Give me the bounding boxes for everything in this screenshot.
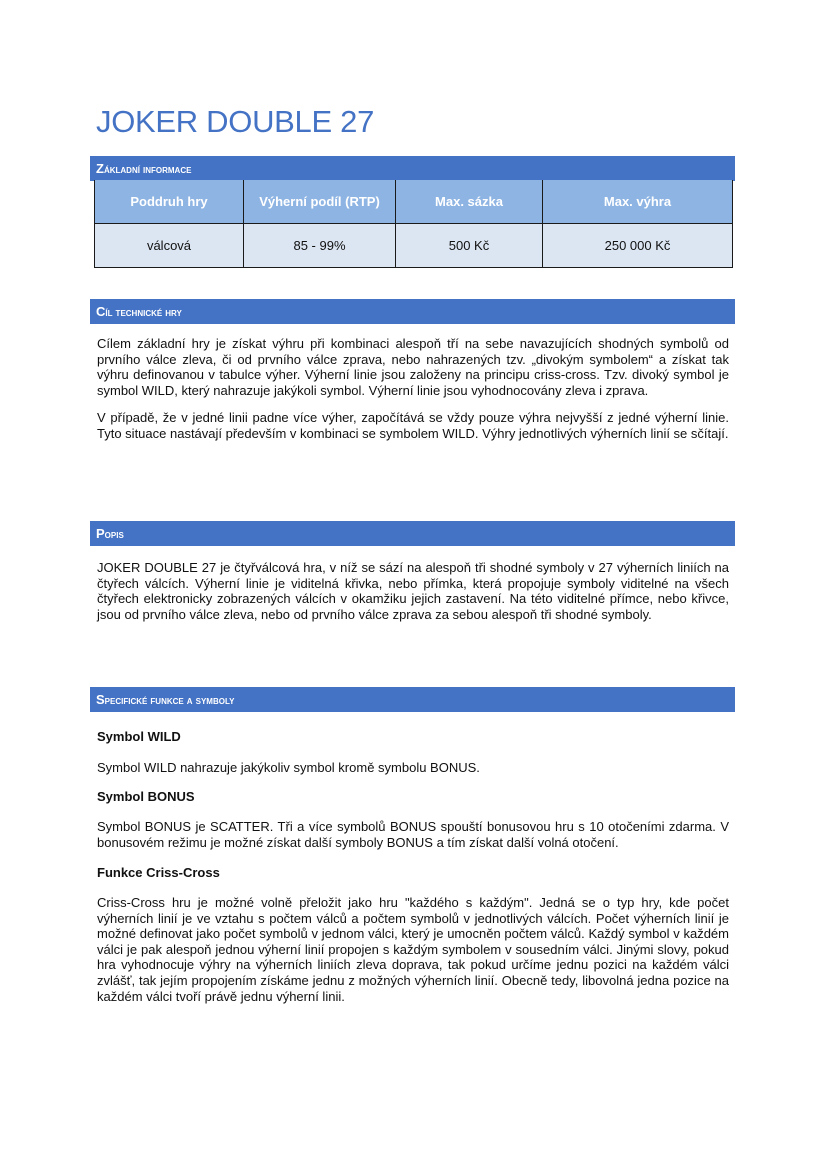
- heading-rest: ákladní informace: [103, 164, 192, 176]
- header-cell: Max. výhra: [543, 180, 733, 224]
- goal-text: [97, 336, 729, 454]
- section-header-basic-info: [90, 156, 735, 181]
- table-cell: 85 - 99%: [244, 224, 396, 268]
- description-text: [97, 560, 729, 634]
- feature-title-bonus: Symbol BONUS: [97, 789, 195, 804]
- heading-initial: C: [96, 304, 106, 319]
- table-header-row: [95, 180, 733, 224]
- section-header-features: [90, 687, 735, 712]
- feature-text-wild: [97, 760, 729, 788]
- feature-text-bonus: [97, 819, 729, 862]
- feature-title-criss-cross: Funkce Criss-Cross: [97, 865, 220, 880]
- header-cell: Max. sázka: [396, 180, 543, 224]
- paragraph: V případě, že v jedné linii padne více výher, započítává se vždy pouze výhra nejvyšší z jedné výherní linie. Tyto situace nastávají především v kombinaci se symbolem WILD. Výhry jednotlivých výherních linií se sčítají.: [97, 410, 729, 441]
- section-header-description: [90, 521, 735, 546]
- basic-info-table: [94, 180, 733, 268]
- heading-rest: pecifické funkce a symboly: [104, 695, 235, 707]
- heading-initial: P: [96, 526, 105, 541]
- paragraph: Cílem základní hry je získat výhru při kombinaci alespoň tří na sebe navazujících shodných symbolů od prvního válce zleva, či od prvního válce zprava, nebo nahrazených tzv. „divokým symbolem“ a získat tak výhru definovanou v tabulce výher. Výherní linie jsou založeny na principu criss-cross. Tzv. divoký symbol je symbol WILD, který nahrazuje jakýkoli symbol. Výherní linie jsou vyhodnocovány zleva i zprava.: [97, 336, 729, 398]
- paragraph: Symbol WILD nahrazuje jakýkoliv symbol kromě symbolu BONUS.: [97, 760, 480, 775]
- table-cell: válcová: [95, 224, 244, 268]
- heading-initial: S: [96, 692, 105, 707]
- table-cell: 500 Kč: [396, 224, 543, 268]
- heading-rest: opis: [104, 529, 124, 541]
- feature-title-wild: Symbol WILD: [97, 729, 181, 744]
- paragraph: Symbol BONUS je SCATTER. Tři a více symbolů BONUS spouští bonusovou hru s 10 otočeními zdarma. V bonusovém režimu je možné získat další symboly BONUS a tím získat další volná otočení.: [97, 819, 729, 850]
- heading-initial: Z: [96, 161, 104, 176]
- header-cell: Poddruh hry: [95, 180, 244, 224]
- table-cell: 250 000 Kč: [543, 224, 733, 268]
- paragraph: JOKER DOUBLE 27 je čtyřválcová hra, v níž se sází na alespoň tři shodné symboly v 27 výherních liniích na čtyřech válcích. Výherní linie je viditelná křivka, nebo přímka, která propojuje symboly viditelné na všech čtyřech elektronicky zobrazených válcích v okamžiku jejich zastavení. Na této viditelné přímce, nebo křivce, jsou od prvního válce zleva, nebo od prvního válce zprava za sebou alespoň tři shodné symboly.: [97, 560, 729, 622]
- section-header-goal: [90, 299, 735, 324]
- table-row: [95, 224, 733, 268]
- heading-rest: íl technické hry: [105, 307, 182, 319]
- feature-text-criss-cross: [97, 895, 729, 1016]
- page-title: JOKER DOUBLE 27: [96, 104, 375, 139]
- header-cell: Výherní podíl (RTP): [244, 180, 396, 224]
- paragraph: Criss-Cross hru je možné volně přeložit jako hru "každého s každým". Jedná se o typ hry, kde počet výherních linií je ve vztahu s počtem válců a počtem symbolů v jednotlivých válcích. Počet výherních linií je možné definovat jako počet symbolů v jednom válci, který je umocněn počtem válců. Každý symbol v každém válci je pak alespoň jednou výherní linií propojen s každým symbolem v sousedním válci. Jinými slovy, pokud hra vyhodnocuje výhry na výherních liniích zleva doprava, tak pokud určíme jednu pozici na každém válci zvlášť, tak jejím propojením získáme jednu z možných výherních linií. Obecně tedy, libovolná jedna pozice na každém válci tvoří právě jednu výherní linii.: [97, 895, 729, 1004]
